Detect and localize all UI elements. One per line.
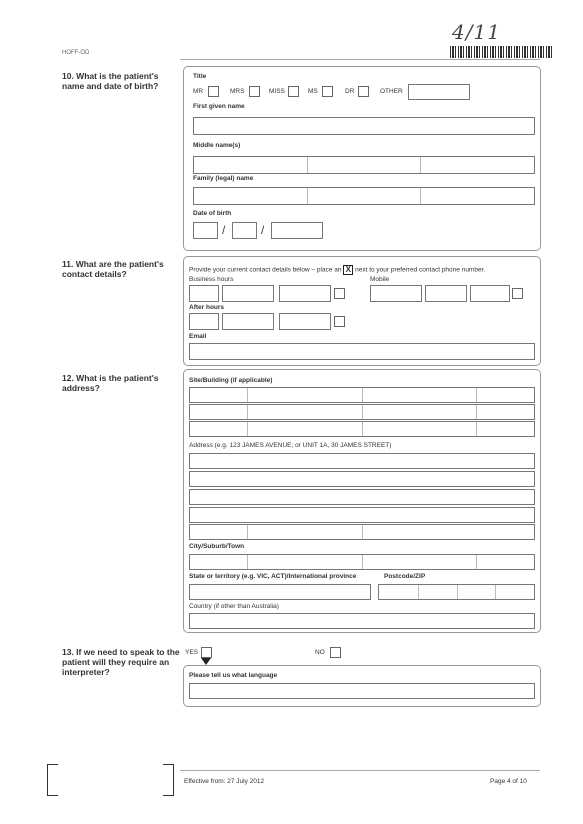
page-number: Page 4 of 10	[490, 778, 527, 785]
postcode-label: Postcode/ZIP	[384, 573, 426, 580]
title-miss-checkbox[interactable]	[288, 86, 299, 97]
first-name-label: First given name	[193, 103, 245, 110]
business-preferred-checkbox[interactable]	[334, 288, 345, 299]
email-label: Email	[189, 333, 207, 340]
dob-day-field[interactable]	[193, 222, 218, 239]
contact-instruction	[189, 265, 485, 275]
middle-name-field[interactable]	[193, 156, 535, 174]
business-number-part1[interactable]	[222, 285, 274, 302]
q12-question: 12. What is the patient's address?	[62, 373, 159, 393]
mobile-part1[interactable]	[370, 285, 422, 302]
dob-separator: /	[261, 223, 265, 237]
site-line-3[interactable]	[189, 421, 535, 437]
mobile-part3[interactable]	[470, 285, 510, 302]
language-label: Please tell us what language	[189, 672, 278, 679]
family-name-field[interactable]	[193, 187, 535, 205]
yes-label: YES	[185, 649, 199, 656]
mobile-label: Mobile	[370, 276, 390, 283]
q10-question: 10. What is the patient's name and date of birth?	[62, 71, 159, 91]
site-line-1[interactable]	[189, 387, 535, 403]
mobile-part2[interactable]	[425, 285, 467, 302]
handwritten-page-note: 4/11	[452, 20, 501, 44]
city-label: City/Suburb/Town	[189, 543, 245, 550]
effective-date: Effective from: 27 July 2012	[184, 778, 265, 785]
arrow-down-icon	[201, 658, 211, 665]
title-other-label: OTHER	[380, 88, 403, 95]
postcode-field[interactable]	[378, 584, 535, 600]
after-number-part2[interactable]	[279, 313, 331, 330]
crop-mark-right	[163, 764, 174, 796]
instruction-post: next to your preferred contact phone number.	[355, 266, 486, 274]
title-dr-checkbox[interactable]	[358, 86, 369, 97]
title-mr-label: MR	[193, 88, 204, 95]
address-label: Address (e.g. 123 JAMES AVENUE; or UNIT 1A, 30 JAMES STREET)	[189, 442, 392, 449]
state-label: State or territory (e.g. VIC, ACT)/International province	[189, 573, 357, 580]
state-field[interactable]	[189, 584, 371, 600]
title-dr-label: DR	[345, 88, 355, 95]
site-building-label: Site/Building (if applicable)	[189, 377, 273, 384]
form-code: HOFF-OD	[62, 50, 90, 56]
title-ms-label: MS	[308, 88, 318, 95]
business-area-code-field[interactable]	[189, 285, 219, 302]
dob-month-field[interactable]	[232, 222, 257, 239]
title-miss-label: MISS	[269, 88, 285, 95]
footer-rule	[180, 770, 540, 771]
business-hours-label: Business hours	[189, 276, 234, 283]
middle-name-label: Middle name(s)	[193, 142, 241, 149]
dob-year-field[interactable]	[271, 222, 323, 239]
address-line-4[interactable]	[189, 507, 535, 523]
title-mrs-checkbox[interactable]	[249, 86, 260, 97]
q11-question: 11. What are the patient's contact details?	[62, 259, 164, 279]
after-area-code-field[interactable]	[189, 313, 219, 330]
after-hours-label: After hours	[189, 304, 225, 311]
dob-label: Date of birth	[193, 210, 232, 217]
crop-mark-left	[47, 764, 58, 796]
x-mark-icon: X	[343, 265, 353, 275]
title-mr-checkbox[interactable]	[208, 86, 219, 97]
no-label: NO	[315, 649, 325, 656]
address-line-5[interactable]	[189, 524, 535, 540]
yes-checkbox[interactable]	[201, 647, 212, 658]
country-field[interactable]	[189, 613, 535, 629]
language-field[interactable]	[189, 683, 535, 699]
barcode	[450, 46, 552, 58]
address-line-2[interactable]	[189, 471, 535, 487]
site-line-2[interactable]	[189, 404, 535, 420]
title-label: Title	[193, 73, 207, 80]
email-field[interactable]	[189, 343, 535, 360]
after-number-part1[interactable]	[222, 313, 274, 330]
title-mrs-label: MRS	[230, 88, 245, 95]
no-checkbox[interactable]	[330, 647, 341, 658]
instruction-pre: Provide your current contact details below – place an	[189, 266, 342, 274]
business-number-part2[interactable]	[279, 285, 331, 302]
address-line-1[interactable]	[189, 453, 535, 469]
country-label: Country (if other than Australia)	[189, 603, 279, 610]
address-line-3[interactable]	[189, 489, 535, 505]
title-ms-checkbox[interactable]	[322, 86, 333, 97]
family-name-label: Family (legal) name	[193, 175, 254, 182]
header-rule	[180, 59, 540, 60]
mobile-preferred-checkbox[interactable]	[512, 288, 523, 299]
city-field[interactable]	[189, 554, 535, 570]
q13-question: 13. If we need to speak to the patient will they require an interpreter?	[62, 647, 180, 677]
first-name-field[interactable]	[193, 117, 535, 135]
title-other-field[interactable]	[408, 84, 470, 100]
dob-separator: /	[222, 223, 226, 237]
after-preferred-checkbox[interactable]	[334, 316, 345, 327]
